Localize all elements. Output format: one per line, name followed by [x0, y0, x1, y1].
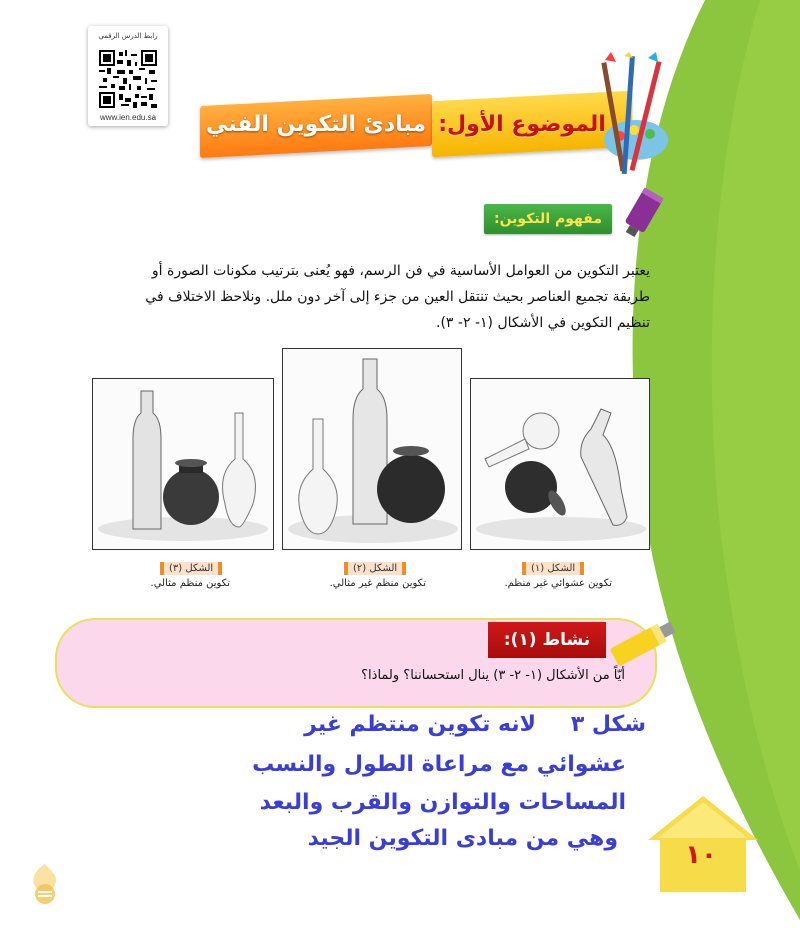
figure-3-caption: تكوين منظم مثالي.: [150, 578, 230, 589]
qr-url[interactable]: www.ien.edu.sa: [99, 113, 157, 122]
paint-tube-icon: [612, 186, 672, 246]
ien-logo-icon: [28, 862, 62, 906]
activity-question: أيّاً من الأشكال (١- ٢- ٣) ينال استحساننا؟ ولماذا؟: [361, 668, 625, 683]
qr-code-icon[interactable]: [99, 50, 157, 108]
paragraph-line-2: طريقة تجميع العناصر بحيث تنتقل العين من جزء إلى آخر دون ملل. ونلاحظ الاختلاف في: [145, 289, 650, 305]
answer-line-1: لانه تكوين منتظم غير: [304, 712, 536, 737]
concept-label: مفهوم التكوين:: [493, 211, 603, 227]
qr-title: رابط الدرس الرقمي: [98, 32, 158, 40]
page-number: ١٠: [685, 840, 717, 870]
answer-line-3: المساحات والتوازن والقرب والبعد: [259, 790, 626, 815]
figure-3-image: [92, 378, 274, 550]
figure-1-tag: الشكل (١): [522, 562, 584, 575]
activity-label-tag: [488, 622, 606, 658]
digital-lesson-qr-card[interactable]: [88, 26, 168, 126]
activity-label: نشاط (١):: [503, 630, 591, 650]
answer-line-4: وهي من مبادى التكوين الجيد: [307, 826, 618, 851]
concept-label-tag: [484, 204, 612, 234]
answer-figure-choice: شكل ٣: [570, 712, 646, 737]
figure-1-caption: تكوين عشوائي غير منظم.: [504, 578, 612, 589]
figure-2-image: [282, 348, 462, 550]
figure-1-image: [470, 378, 650, 550]
answer-line-2: عشوائي مع مراعاة الطول والنسب: [252, 752, 626, 777]
figure-3-tag: الشكل (٣): [160, 562, 222, 575]
paint-tube-yellow-icon: [604, 616, 684, 666]
figure-2-tag: الشكل (٢): [344, 562, 406, 575]
topic-title: مبادئ التكوين الفني: [206, 112, 426, 137]
figure-2-caption: تكوين منظم غير مثالي.: [329, 578, 426, 589]
intro-paragraph: [90, 258, 650, 336]
topic-label: الموضوع الأول:: [438, 112, 606, 137]
paragraph-line-3: تنظيم التكوين في الأشكال (١- ٢- ٣).: [436, 315, 650, 331]
paragraph-line-1: يعتبر التكوين من العوامل الأساسية في فن الرسم، فهو يُعنى بترتيب مكونات الصورة أو: [151, 263, 650, 279]
palette-brushes-icon: [596, 52, 676, 182]
